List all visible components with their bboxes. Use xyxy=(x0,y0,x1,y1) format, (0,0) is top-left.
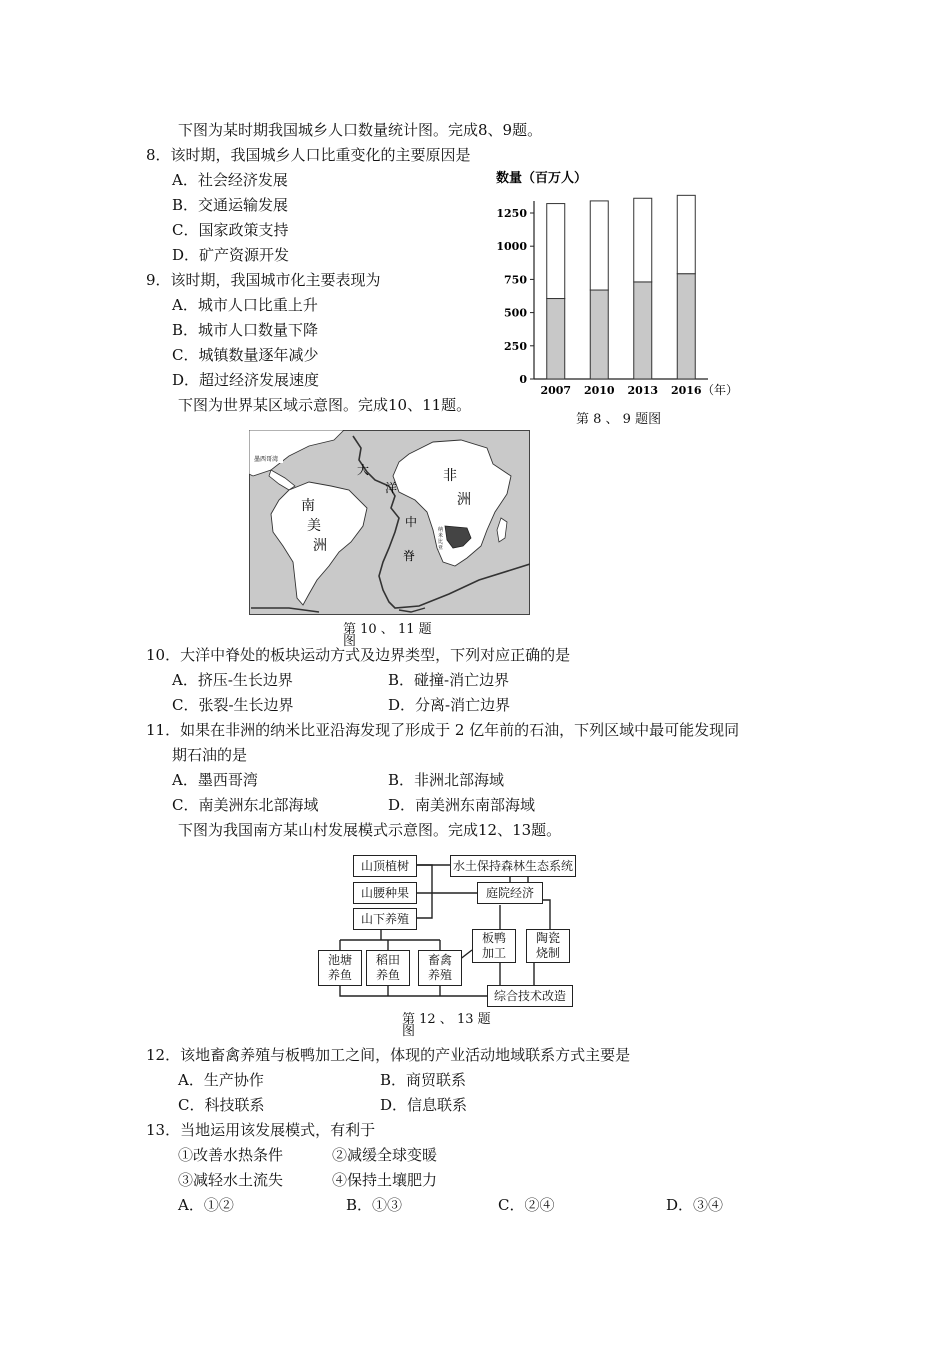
q13-option-b: B．①③ xyxy=(346,1196,403,1214)
chart-ytick-label: 500 xyxy=(504,306,527,320)
q13-option-c: C．②④ xyxy=(498,1196,555,1214)
chart-xtick-label: 2010 xyxy=(583,384,615,397)
node-ceramic-l1: 陶瓷 xyxy=(535,931,560,945)
q10-stem: 10．大洋中脊处的板块运动方式及边界类型，下列对应正确的是 xyxy=(146,646,571,664)
q10-option-c: C．张裂-生长边界 xyxy=(172,696,294,714)
q13-stem: 13．当地运用该发展模式，有利于 xyxy=(146,1121,376,1139)
node-tech: 综合技术改造 xyxy=(487,985,573,1007)
q11-stem-line2: 期石油的是 xyxy=(172,746,248,764)
q10-option-b: B．碰撞-消亡边界 xyxy=(388,671,510,689)
node-ceramic xyxy=(526,929,570,963)
node-pond xyxy=(318,950,362,986)
map-label-namibia-4: 亚 xyxy=(438,545,444,551)
map-label-south-america-3: 洲 xyxy=(313,538,327,554)
intro-10-11: 下图为世界某区域示意图。完成10、11题。 xyxy=(178,396,472,414)
node-foot-breed: 山下养殖 xyxy=(353,908,417,930)
q13-option-a: A．①② xyxy=(178,1196,234,1214)
map-label-ridge-1: 大 xyxy=(357,463,370,477)
q13-option-d: D．③④ xyxy=(666,1196,724,1214)
q12-stem: 12．该地畜禽养殖与板鸭加工之间，体现的产业活动地域联系方式主要是 xyxy=(146,1046,631,1064)
node-pond-l2: 养鱼 xyxy=(327,968,352,982)
map-caption-line2: 图 xyxy=(343,634,357,649)
node-livestock-l1: 畜禽 xyxy=(427,953,452,967)
q8-option-b: B．交通运输发展 xyxy=(172,196,289,214)
q13-item-3: ③减轻水土流失 xyxy=(178,1171,284,1189)
q9-option-d: D．超过经济发展速度 xyxy=(172,371,320,389)
node-top-plant: 山顶植树 xyxy=(353,855,417,877)
map-label-south-america-2: 美 xyxy=(307,518,321,534)
chart-xtick-label: 2007 xyxy=(540,384,572,397)
chart-caption: 第 8 、 9 题图 xyxy=(576,412,662,427)
node-courtyard: 庭院经济 xyxy=(477,882,543,904)
map-caption: 第 10 、 11 题 xyxy=(343,622,432,637)
node-duck-l2: 加工 xyxy=(481,946,506,960)
q12-option-d: D．信息联系 xyxy=(380,1096,468,1114)
q8-stem: 8．该时期，我国城乡人口比重变化的主要原因是 xyxy=(146,146,471,164)
diagram-caption: 第 12 、 13 题 xyxy=(402,1012,491,1027)
q11-option-c: C．南美洲东北部海域 xyxy=(172,796,319,814)
q9-option-a: A．城市人口比重上升 xyxy=(172,296,318,314)
q8-option-d: D．矿产资源开发 xyxy=(172,246,290,264)
map-label-africa-2: 洲 xyxy=(457,492,471,508)
node-eco-system: 水土保持森林生态系统 xyxy=(450,855,576,877)
map-label-africa-1: 非 xyxy=(443,468,457,484)
q10-option-a: A．挤压-生长边界 xyxy=(172,671,293,689)
chart-ytick-label: 750 xyxy=(504,273,527,287)
q13-item-2: ②减缓全球变暖 xyxy=(332,1146,438,1164)
q11-option-a: A．墨西哥湾 xyxy=(172,771,258,789)
q12-option-c: C．科技联系 xyxy=(178,1096,265,1114)
q12-option-b: B．商贸联系 xyxy=(380,1071,467,1089)
diagram-caption-line2: 图 xyxy=(402,1024,416,1039)
q13-item-1: ①改善水热条件 xyxy=(178,1146,284,1164)
node-pond-l1: 池塘 xyxy=(327,953,352,967)
node-ceramic-l2: 烧制 xyxy=(535,946,560,960)
chart-ylabel: 数量（百万人） xyxy=(496,171,588,186)
q9-stem: 9．该时期，我国城市化主要表现为 xyxy=(146,271,381,289)
map-label-mexico-gulf: 墨西哥湾 xyxy=(254,456,279,463)
chart-xunit: （年） xyxy=(702,383,739,397)
q9-option-b: B．城市人口数量下降 xyxy=(172,321,319,339)
node-livestock xyxy=(418,950,462,986)
q10-option-d: D．分离-消亡边界 xyxy=(388,696,511,714)
node-duck xyxy=(472,929,516,963)
q8-option-a: A．社会经济发展 xyxy=(172,171,288,189)
q12-option-a: A．生产协作 xyxy=(178,1071,264,1089)
chart-ytick-label: 1000 xyxy=(496,240,527,254)
chart-ytick-label: 1250 xyxy=(496,207,527,220)
node-paddy-l1: 稻田 xyxy=(375,953,400,967)
chart-xtick-label: 2016 xyxy=(670,384,702,397)
map-label-ridge-4: 脊 xyxy=(403,549,416,563)
map-label-namibia-3: 比 xyxy=(438,539,444,545)
node-mid-fruit: 山腰种果 xyxy=(353,882,417,904)
q8-option-c: C．国家政策支持 xyxy=(172,221,289,239)
q11-option-b: B．非洲北部海域 xyxy=(388,771,505,789)
q13-item-4: ④保持土壤肥力 xyxy=(332,1171,438,1189)
map-label-ridge-2: 洋 xyxy=(385,481,398,495)
q9-option-c: C．城镇数量逐年减少 xyxy=(172,346,319,364)
node-paddy-l2: 养鱼 xyxy=(375,968,400,982)
node-duck-l1: 板鸭 xyxy=(481,931,506,945)
node-paddy xyxy=(366,950,410,986)
intro-8-9: 下图为某时期我国城乡人口数量统计图。完成8、9题。 xyxy=(178,121,543,139)
map-label-ridge-3: 中 xyxy=(405,515,418,529)
map-label-namibia-2: 米 xyxy=(438,533,444,539)
node-livestock-l2: 养殖 xyxy=(427,968,452,982)
map-label-south-america-1: 南 xyxy=(301,498,315,514)
q11-option-d: D．南美洲东南部海域 xyxy=(388,796,536,814)
intro-12-13: 下图为我国南方某山村发展模式示意图。完成12、13题。 xyxy=(178,821,562,839)
chart-ytick-label: 0 xyxy=(519,373,527,386)
map-label-namibia-1: 纳 xyxy=(438,527,444,533)
chart-ytick-label: 250 xyxy=(504,339,527,353)
q11-stem: 11．如果在非洲的纳米比亚沿海发现了形成于 2 亿年前的石油，下列区域中最可能发现同 xyxy=(146,721,740,739)
chart-xtick-label: 2013 xyxy=(627,384,659,397)
